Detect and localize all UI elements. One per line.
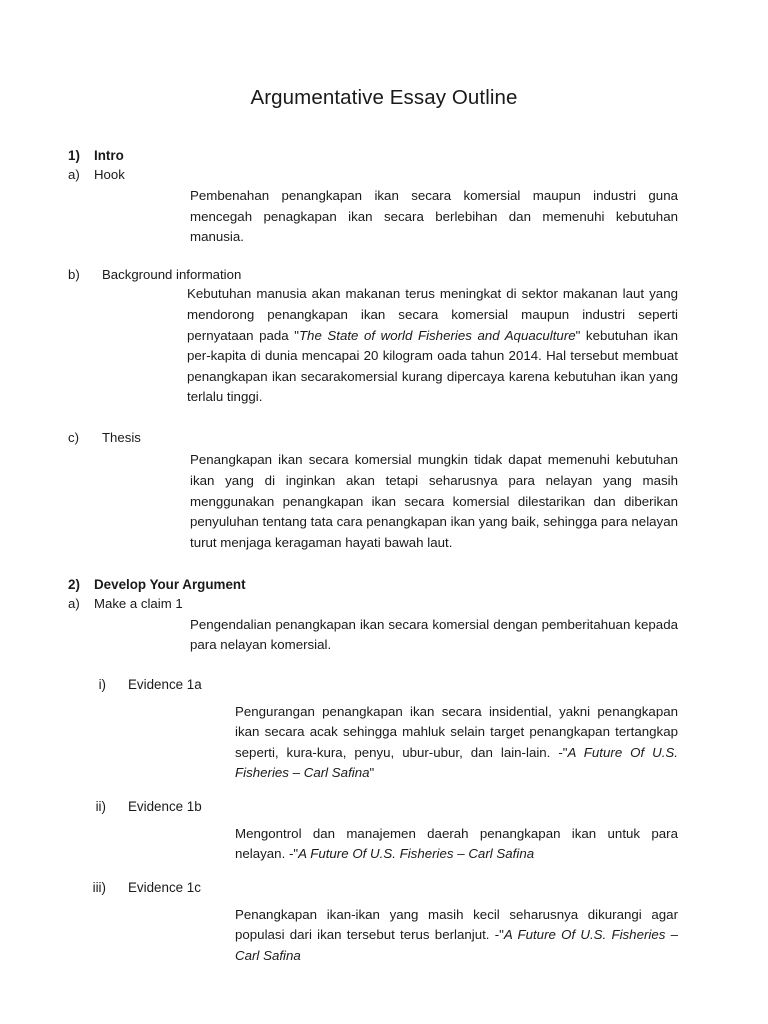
paragraph-text: Pembenahan penangkapan ikan secara komersial maupun industri guna mencegah penagkapan ikan secara berlebihan dan memenuhi kebutuhan manusia. bbox=[190, 188, 678, 245]
item-marker: c) bbox=[68, 430, 79, 446]
paragraph-evidence-1a bbox=[235, 702, 678, 784]
paragraph-text: Penangkapan ikan secara komersial mungkin tidak dapat memenuhi kebutuhan ikan yang di inginkan akan tetapi seharusnya para nelayan yang masih menggunakan penangkapan ikan secara komersial dilestarikan dan diberikan penyuluhan tentang tata cara penangkapan ikan yang baik, sehingga para nelayan turut menjaga keragaman hayati bawah laut. bbox=[190, 452, 678, 550]
section-label: Develop Your Argument bbox=[94, 577, 246, 593]
citation-text: A Future Of U.S. Fisheries – Carl Safina bbox=[235, 744, 678, 781]
evidence-label: Evidence 1a bbox=[128, 676, 202, 692]
item-marker: a) bbox=[68, 596, 80, 612]
section-marker: 2) bbox=[68, 577, 80, 593]
evidence-label: Evidence 1c bbox=[128, 879, 201, 895]
evidence-marker: iii) bbox=[92, 879, 106, 895]
paragraph-text: " kebutuhan ikan per-kapita di dunia mencapai 20 kilogram oada tahun 2014. Hal tersebut membuat penangkapan ikan secarakomersial kurang dipercaya karena kebutuhan ikan yang terlalu tinggi. bbox=[187, 327, 678, 405]
section-heading-intro bbox=[68, 147, 678, 165]
paragraph-evidence-1c bbox=[235, 905, 678, 967]
evidence-marker: ii) bbox=[95, 798, 106, 814]
paragraph-text: " bbox=[369, 765, 375, 781]
paragraph-hook bbox=[190, 186, 678, 248]
cited-work-title: The State of world Fisheries and Aquaculture bbox=[298, 327, 576, 343]
outline-item-background-information bbox=[68, 266, 678, 283]
paragraph-evidence-1b bbox=[235, 824, 678, 865]
paragraph-text: Pengurangan penangkapan ikan secara insidential, yakni penangkapan ikan secara acak sehingga mahluk selain target penangkapan tertangkap seperti, kura-kura, penyu, ubur-ubur, dan lain-lain. -" bbox=[235, 703, 678, 760]
document-body bbox=[0, 147, 768, 966]
section-marker: 1) bbox=[68, 148, 80, 163]
paragraph-text: Kebutuhan manusia akan makanan terus meningkat di sektor makanan laut yang mendorong penangkapan ikan secara komersial maupun industri seperti pernyataan pada " bbox=[187, 286, 678, 343]
item-label: Thesis bbox=[102, 430, 141, 446]
outline-item-evidence-1a bbox=[68, 676, 678, 694]
citation-text: A Future Of U.S. Fisheries – Carl Safina bbox=[298, 846, 535, 862]
outline-item-hook bbox=[68, 166, 678, 183]
citation-text: A Future Of U.S. Fisheries – Carl Safina bbox=[235, 927, 679, 963]
outline-item-make-a-claim-1 bbox=[68, 595, 678, 612]
paragraph-claim-1 bbox=[190, 615, 678, 656]
evidence-label: Evidence 1b bbox=[128, 798, 202, 814]
item-label: Hook bbox=[94, 166, 125, 182]
item-label: Make a claim 1 bbox=[94, 596, 183, 612]
paragraph-thesis bbox=[190, 450, 678, 553]
paragraph-text: Mengontrol dan manajemen daerah penangkapan ikan untuk para nelayan. -" bbox=[235, 825, 678, 862]
section-label: Intro bbox=[94, 148, 124, 163]
section-heading-develop-your-argument bbox=[68, 576, 678, 594]
item-marker: b) bbox=[68, 266, 80, 282]
outline-item-thesis bbox=[68, 429, 678, 446]
outline-item-evidence-1b bbox=[68, 798, 678, 816]
paragraph-text: Penangkapan ikan-ikan yang masih kecil seharusnya dikurangi agar populasi dari ikan tersebut terus berlanjut. -" bbox=[235, 906, 678, 943]
page-title: Argumentative Essay Outline bbox=[250, 86, 518, 109]
outline-item-evidence-1c bbox=[68, 879, 678, 897]
item-marker: a) bbox=[68, 166, 80, 182]
paragraph-background-information bbox=[187, 284, 678, 408]
item-label: Background information bbox=[102, 266, 242, 282]
evidence-marker: i) bbox=[98, 676, 106, 692]
paragraph-text: Pengendalian penangkapan ikan secara komersial dengan pemberitahuan kepada para nelayan komersial. bbox=[190, 616, 678, 653]
